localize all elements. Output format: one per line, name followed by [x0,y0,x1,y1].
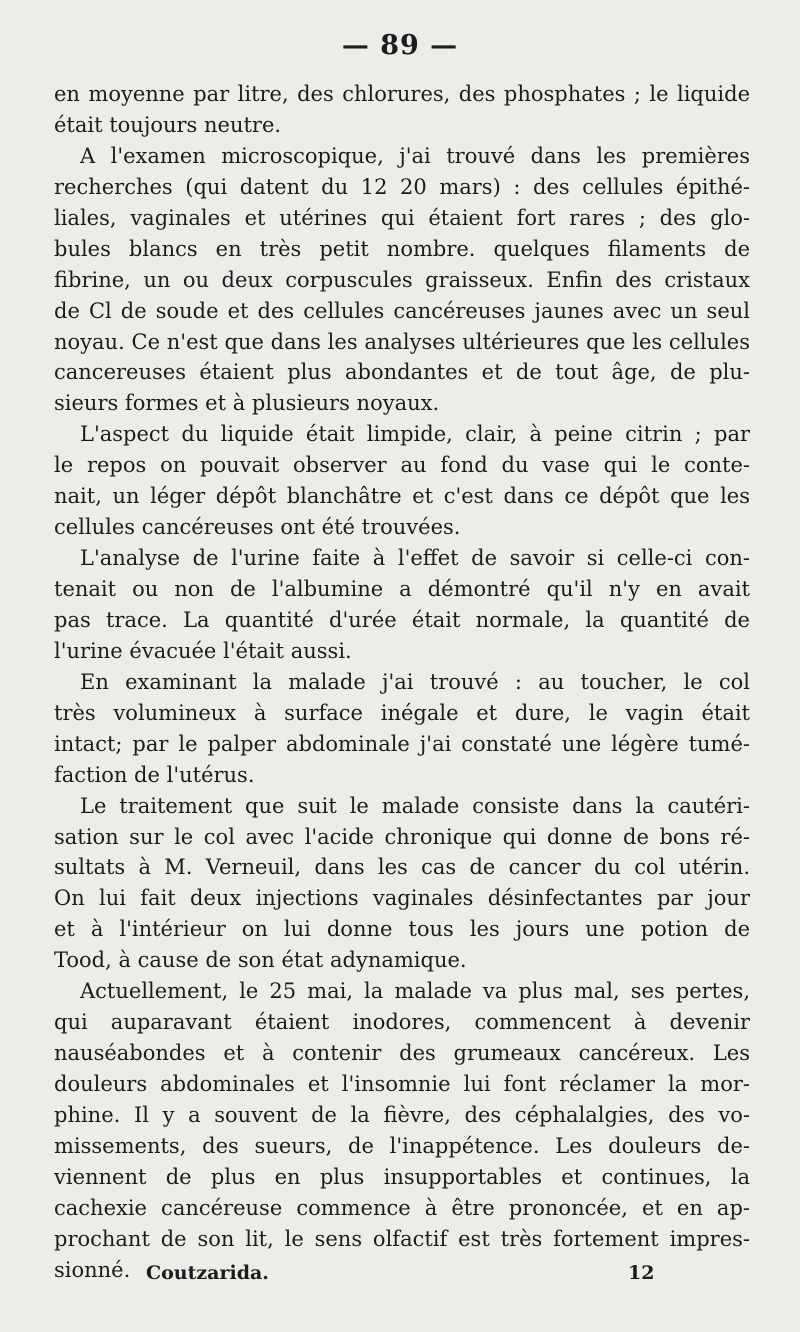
text-line: cellules cancéreuses ont été trouvées. [54,515,461,540]
text-line: bules blancs en très petit nombre. quelques filaments de [54,236,750,261]
text-line: Tood, à cause de son état adynamique. [54,948,467,973]
text-line: fibrine, un ou deux corpuscules graisseux. Enfin des cristaux [54,267,750,292]
text-line: cancereuses étaient plus abondantes et de tout âge, de plu- [54,360,750,385]
text-line: l'urine évacuée l'était aussi. [54,638,352,663]
text-line: cachexie cancéreuse commence à être prononcée, et en ap- [54,1195,750,1220]
text-line: sieurs formes et à plusieurs noyaux. [54,391,440,416]
text-line: sultats à M. Verneuil, dans les cas de cancer du col utérin. [54,855,750,880]
paragraph-start-line: Le traitement que suit le malade consiste dans la cautéri- [80,793,750,818]
text-line: et à l'intérieur on lui donne tous les jours une potion de [54,917,750,942]
text-line: très volumineux à surface inégale et dure, le vagin était [54,700,750,725]
text-line: en moyenne par litre, des chlorures, des phosphates ; le liquide [54,82,750,106]
text-line: recherches (qui datent du 12 20 mars) : des cellules épithé- [54,174,750,199]
text-line: faction de l'utérus. [54,762,255,787]
footer-author: Coutzarida. [146,1262,269,1284]
page-footer [0,1262,800,1292]
text-line: noyau. Ce n'est que dans les analyses ultérieures que les cellules [54,329,750,354]
text-line: pas trace. La quantité d'urée était normale, la quantité de [54,607,750,632]
text-line: phine. Il y a souvent de la fièvre, des céphalalgies, des vo- [54,1102,750,1127]
text-line: nait, un léger dépôt blanchâtre et c'est dans ce dépôt que les [54,484,750,509]
text-line: qui auparavant étaient inodores, commencent à devenir [54,1010,750,1035]
text-line: On lui fait deux injections vaginales désinfectantes par jour [54,886,750,911]
text-line: intact; par le palper abdominale j'ai constaté une légère tumé- [54,731,750,756]
paragraph-start-line: A l'examen microscopique, j'ai trouvé dans les premières [80,143,750,168]
text-line: douleurs abdominales et l'insomnie lui font réclamer la mor- [54,1072,750,1096]
paragraph-start-line: Actuellement, le 25 mai, la malade va plus mal, ses pertes, [80,979,750,1004]
text-line: le repos on pouvait observer au fond du vase qui le conte- [54,453,750,478]
page-number: — 89 — [341,30,459,61]
body-text [54,79,750,1286]
text-line: viennent de plus en plus insupportables et continues, la [54,1164,750,1189]
text-line: tenait ou non de l'albumine a démontré qu'il n'y en avait [54,577,750,601]
text-line: était toujours neutre. [54,112,282,137]
text-line: sionné. [54,1257,131,1282]
paragraph-start-line: L'analyse de l'urine faite à l'effet de savoir si celle-ci con- [80,546,750,571]
paragraph-start-line: En examinant la malade j'ai trouvé : au toucher, le col [80,669,750,694]
signature-mark: 12 [628,1262,655,1284]
paragraph-start-line: L'aspect du liquide était limpide, clair, à peine citrin ; par [80,422,750,447]
text-line: de Cl de soude et des cellules cancéreuses jaunes avec un seul [54,298,750,323]
text-line: sation sur le col avec l'acide chronique qui donne de bons ré- [54,824,750,849]
text-line: liales, vaginales et utérines qui étaient fort rares ; des glo- [54,205,750,230]
text-line: missements, des sueurs, de l'inappétence. Les douleurs de- [54,1133,750,1158]
text-line: nauséabondes et à contenir des grumeaux cancéreux. Les [54,1041,750,1066]
text-line: prochant de son lit, le sens olfactif est très fortement impres- [54,1226,750,1251]
